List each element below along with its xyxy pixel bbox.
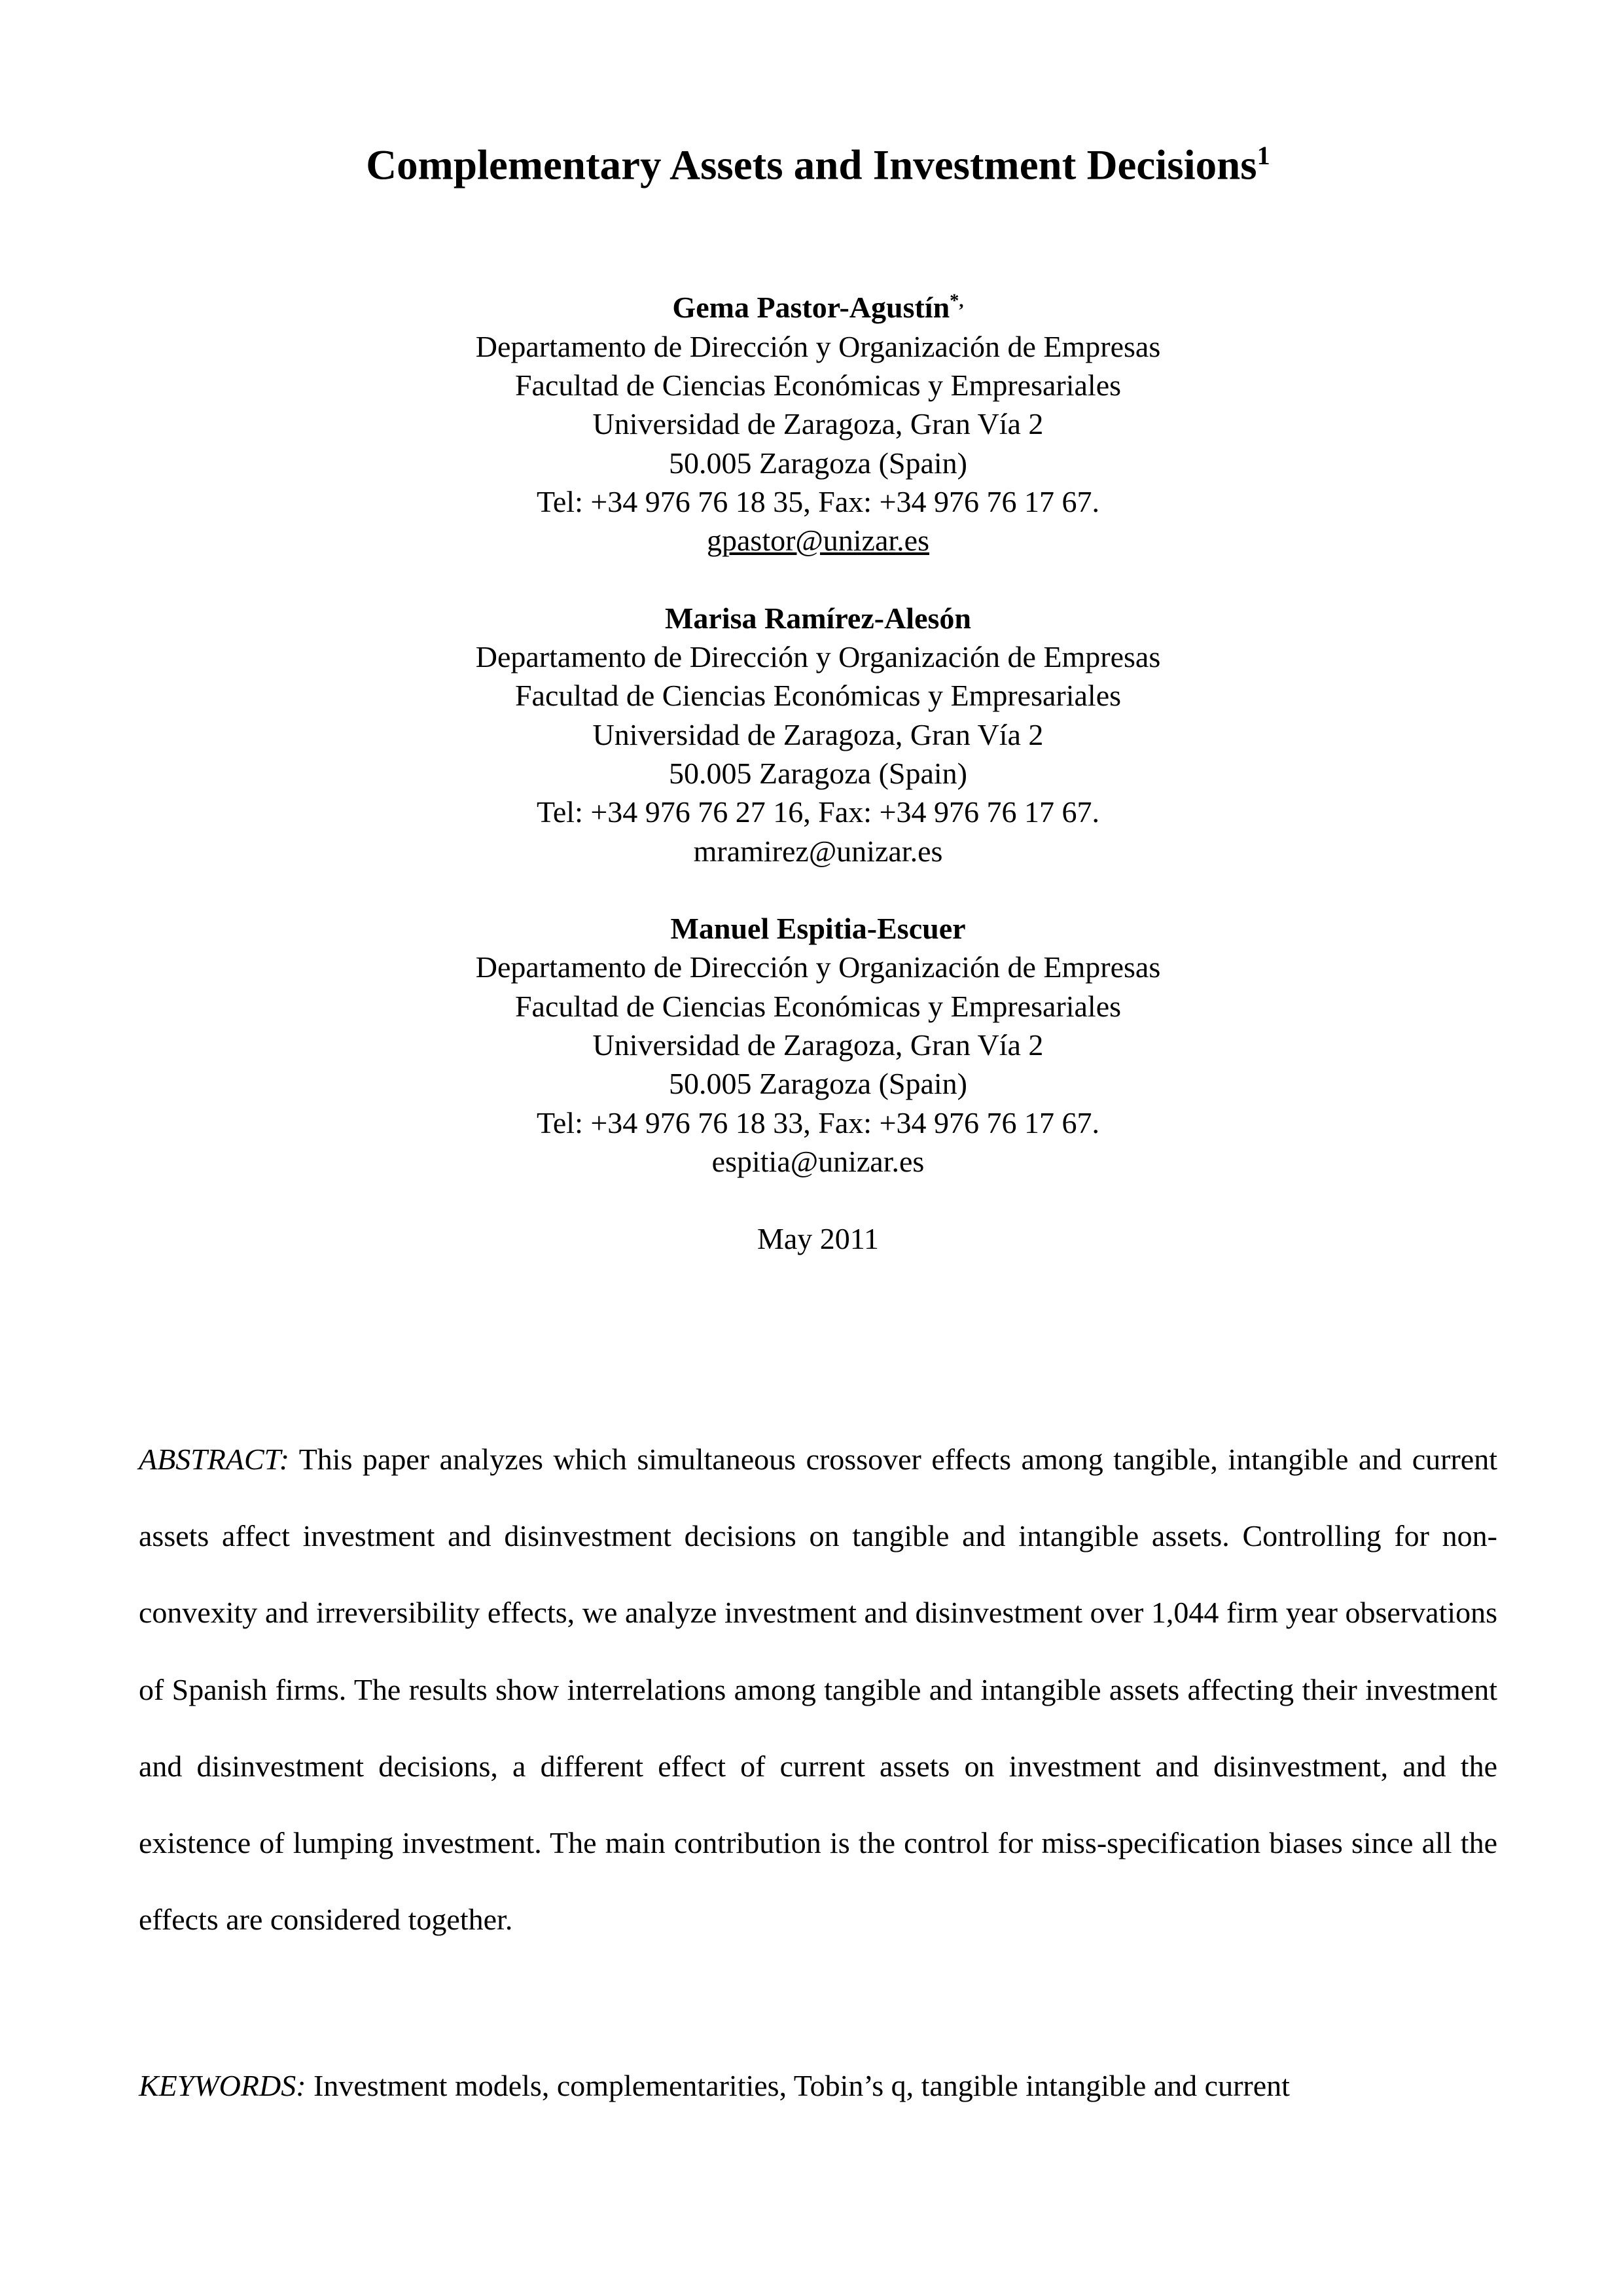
author-block-1	[139, 288, 1497, 560]
abstract-text: This paper analyzes which simultaneous crossover effects among tangible, intangible and current assets affect investment and disinvestment decisions on tangible and intangible assets. Controlling for non-convexity and irreversibility effects, we analyze investment and disinvestment over 1,044 firm year observations of Spanish firms. The results show interrelations among tangible and intangible assets affecting their investment and disinvestment decisions, a different effect of current assets on investment and disinvestment, and the existence of lumping investment. The main contribution is the control for miss-specification biases since all the effects are considered together.	[139, 1442, 1497, 1937]
author-university: Universidad de Zaragoza, Gran Vía 2	[592, 717, 1044, 751]
author-department: Departamento de Dirección y Organización de Empresas	[475, 640, 1161, 674]
author-university: Universidad de Zaragoza, Gran Vía 2	[592, 1028, 1044, 1062]
author-name-text: Gema Pastor-Agustín	[672, 291, 950, 325]
author-name	[139, 909, 1497, 948]
title-footnote-marker: 1	[1257, 141, 1270, 170]
author-block-2	[139, 599, 1497, 870]
author-email-line	[139, 521, 1497, 560]
author-email-line	[139, 1142, 1497, 1181]
keywords-label: KEYWORDS:	[139, 2068, 306, 2102]
author-phone: Tel: +34 976 76 18 33, Fax: +34 976 76 17 67.	[536, 1105, 1100, 1139]
author-name-text: Marisa Ramírez-Alesón	[665, 601, 971, 635]
abstract	[139, 1421, 1497, 1958]
author-email: mramirez@unizar.es	[693, 834, 943, 868]
keywords-text: Investment models, complementarities, Tobin’s q, tangible intangible and current	[313, 2068, 1290, 2102]
author-email-line	[139, 832, 1497, 870]
author-city: 50.005 Zaragoza (Spain)	[668, 446, 967, 480]
author-department: Departamento de Dirección y Organización de Empresas	[475, 950, 1161, 984]
author-name-marker: *,	[950, 291, 964, 312]
keywords	[139, 2063, 1497, 2108]
author-phone: Tel: +34 976 76 18 35, Fax: +34 976 76 17 67.	[536, 485, 1100, 519]
author-name	[139, 288, 1497, 327]
author-name	[139, 599, 1497, 637]
author-name-text: Manuel Espitia-Escuer	[670, 912, 966, 945]
email-link[interactable]: gpastor@unizar.es	[707, 524, 929, 558]
paper-title	[139, 141, 1497, 190]
author-phone: Tel: +34 976 76 27 16, Fax: +34 976 76 17 67.	[536, 795, 1100, 829]
author-block-3	[139, 909, 1497, 1181]
author-faculty: Facultad de Ciencias Económicas y Empresariales	[514, 989, 1122, 1023]
abstract-label: ABSTRACT:	[139, 1442, 290, 1476]
paper-title-text: Complementary Assets and Investment Decisions	[366, 141, 1257, 189]
publication-date: May 2011	[757, 1222, 880, 1256]
author-university: Universidad de Zaragoza, Gran Vía 2	[592, 407, 1044, 441]
author-department: Departamento de Dirección y Organización de Empresas	[475, 329, 1161, 363]
author-faculty: Facultad de Ciencias Económicas y Empresariales	[514, 679, 1122, 713]
author-city: 50.005 Zaragoza (Spain)	[668, 757, 967, 791]
author-email: espitia@unizar.es	[711, 1144, 925, 1178]
author-city: 50.005 Zaragoza (Spain)	[668, 1067, 967, 1101]
author-faculty: Facultad de Ciencias Económicas y Empresariales	[514, 368, 1122, 403]
